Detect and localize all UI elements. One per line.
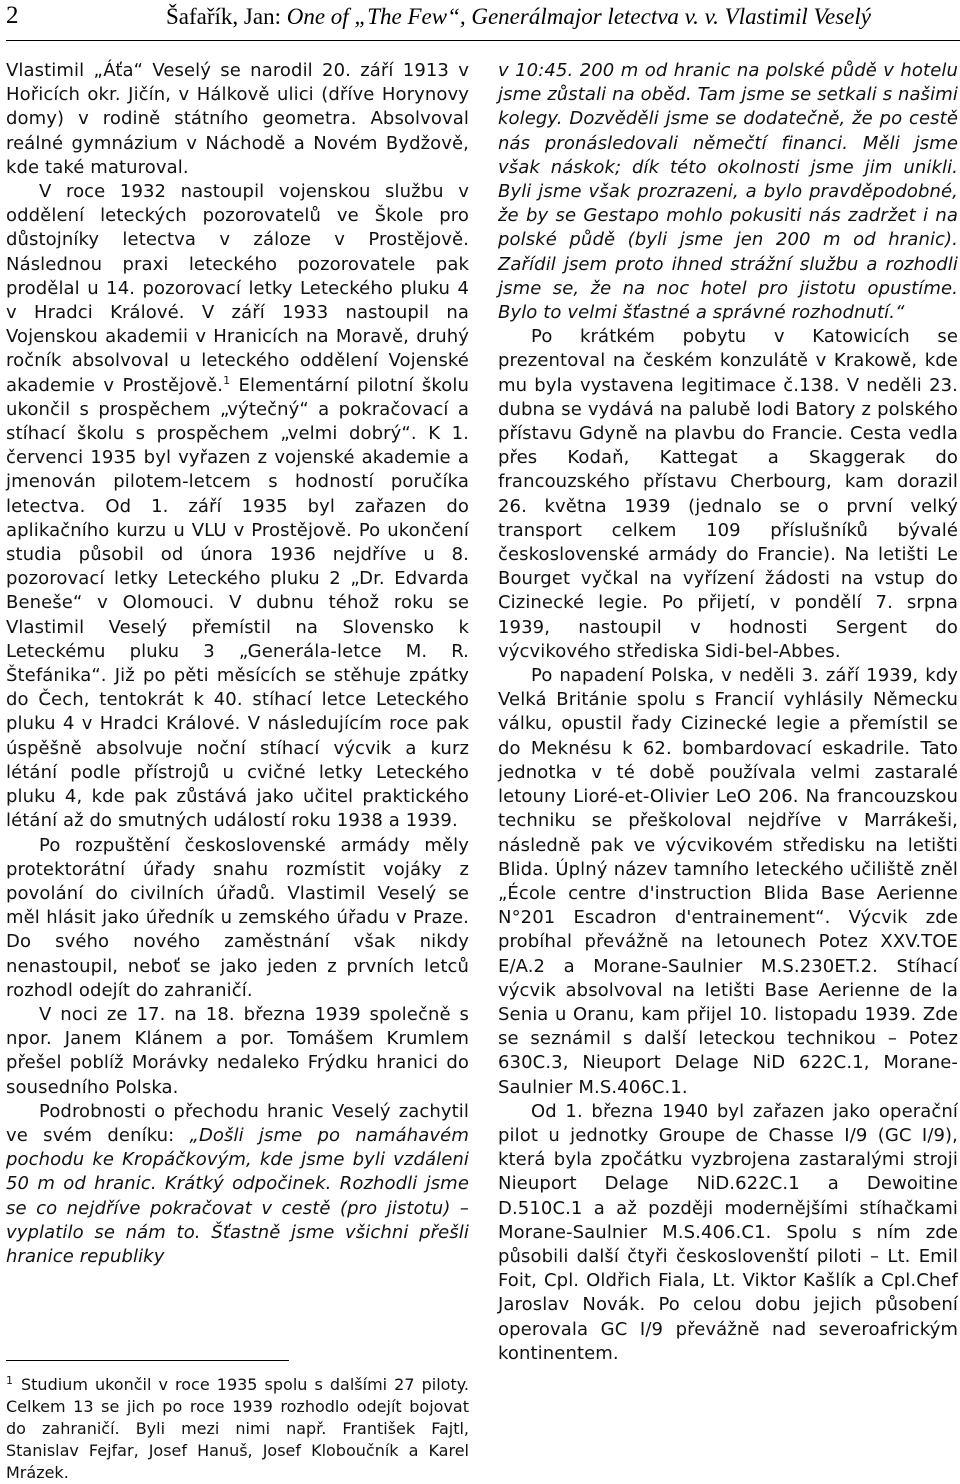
- footnote-reference[interactable]: 1: [223, 373, 231, 387]
- diary-quote: „Došli jsme po namáhavém pochodu ke Kropáčkovým, kde jsme byli vzdáleni 50 m od hranic. Krátký odpočinek. Rozhodli jsme se co nejdříve pokračovat v cestě (pro jistotu) – vyplatilo se nám to. Šťastně jsme všichni přešli hranice republiky: [6, 1124, 469, 1267]
- paragraph-protectorate: Po rozpuštění československé armády měly protektorátní úřady snahu rozmístit vojáky z povolání do civilních úřadů. Vlastimil Veselý se měl hlásit jako úředník u zemského úřadu v Praze. Do svého nového zaměstnání však nikdy nenastoupil, neboť se jako jeden z prvních letců rozhodl odejít do zahraničí.: [6, 834, 469, 1001]
- running-title: [166, 4, 871, 30]
- paragraph-military-training-part2: Elementární pilotní školu ukončil s prospěchem „výtečný“ a pokračovací a stíhací školu s prospěchem „velmi dobrý“. K 1. červenci 1935 byl vyřazen z vojenské akademie a jmenován pilotem-letcem s hodností poručíka letectva. Od 1. září 1935 byl zařazen do aplikačního kurzu u VLU v Prostějově. Po ukončení studia působil od února 1936 nejdříve u 8. pozorovací letky Leteckého pluku 2 „Dr. Edvarda Beneše“ v Olomouci. V dubnu téhož roku se Vlastimil Veselý přemístil na Slovensko k Leteckému pluku 3 „Generála-letce M. R. Štefánika“. Již po pěti měsících se stěhuje zpátky do Čech, tentokrát k 40. stíhací letce Leteckého pluku 4 v Hradci Králové. V následujícím roce pak úspěšně absolvuje noční stíhací výcvik a kurz létání podle přístrojů u cvičné letky Leteckého pluku 4, kde pak zůstává jako učitel praktického létání až do smutných událostí roku 1938 a 1939.: [6, 374, 469, 832]
- paragraph-military-training: [6, 180, 469, 833]
- running-title-work: One of „The Few“, Generálmajor letectva v. v. Vlastimil Veselý: [286, 4, 871, 29]
- paragraph-france: Po krátkém pobytu v Katowicích se prezentoval na českém konzulátě v Krakowě, kde mu byla vystavena legitimace č.138. V neděli 23. dubna se vydává na palubě lodi Batory z polského přístavu Gdyně na plavbu do Francie. Cesta vedla přes Kodaň, Kattegat a Skaggerak do francouzského přístavu Cherbourg, kam dorazil 26. května 1939 (jednalo se o první velký transport celkem 109 příslušníků bývalé československé armády do Francie). Na letišti Le Bourget vyčkal na vyřízení žádosti na vstup do Cizinecké legie. Po přijetí, v pondělí 7. srpna 1939, nastoupil v hodnosti Sergent do výcvikového střediska Sidi-bel-Abbes.: [498, 326, 958, 662]
- running-header: [6, 0, 956, 44]
- right-column: [498, 59, 958, 1366]
- footnote-mark: 1: [6, 1373, 13, 1387]
- paragraph-war-start: Po napadení Polska, v neděli 3. září 1939, kdy Velká Británie spolu s Francií vyhlásily Německu válku, opustil řady Cizinecké legie a přemístil se do Meknésu k 62. bombardovací eskadrile. Tato jednotka v té době používala velmi zastaralé letouny Lioré-et-Olivier LeO 206. Na francouzskou techniku se přeškoloval nejdříve v Marrákeši, následně pak ve výcvikovém středisku na letišti Blida. Úplný název tamního leteckého učiliště zněl „École centre d'instruction Blida Base Aerienne N°201 Escadron d'entrainement“. Výcvik zde probíhal převážně na letounech Potez XXV.TOE E/A.2 a Morane-Saulnier M.S.230ET.2. Stíhací výcvik absolvoval na letišti Base Aerienne de la Senia u Oranu, kam přijel 10. listopadu 1939. Zde se seznámil s další leteckou technikou – Potez 630C.3, Nieuport Delage NiD 622C.1, Morane-Saulnier M.S.406C.1.: [498, 665, 958, 1098]
- page-number: 2: [6, 2, 19, 29]
- footnote: [6, 1374, 469, 1484]
- footnote-text: Studium ukončil v roce 1935 spolu s dalšími 27 piloty. Celkem 13 se jich po roce 1939 rozhodlo odejít bojovat do zahraničí. Byli mezi nimi např. František Fajtl, Stanislav Fejfar, Josef Hanuš, Josef Kloboučník a Karel Mrázek.: [6, 1375, 469, 1482]
- paragraph-birth: Vlastimil „Áťa“ Veselý se narodil 20. září 1913 v Hořicích okr. Jičín, v Hálkově ulici (dříve Horynovy domy) v rodině státního geometra. Absolvoval reálné gymnázium v Náchodě a Novém Bydžově, kde také maturoval.: [6, 60, 469, 178]
- header-rule: [6, 40, 960, 41]
- paragraph-gc-i9: Od 1. března 1940 byl zařazen jako operační pilot u jednotky Groupe de Chasse I/9 (GC I/9), která byla zpočátku vyzbrojena zastaralými stroji Nieuport Delage NiD.622C.1 a Dewoitine D.510C.1 a až později modernějšími stíhačkami Morane-Saulnier M.S.406.C1. Spolu s ním zde působili další čtyři českoslovenští piloti – Lt. Emil Foit, Cpl. Oldřich Fiala, Lt. Viktor Kašlík a Cpl.Chef Jaroslav Novák. Po celou dobu jejich působení operovala GC I/9 převážně nad severoafrickým kontinentem.: [498, 1100, 958, 1364]
- footnote-separator: [6, 1360, 289, 1361]
- diary-intro: Podrobnosti o přechodu hranic Veselý zachytil ve svém deníku:: [6, 1100, 469, 1146]
- paragraph-diary: [6, 1100, 469, 1269]
- paragraph-military-training-part1: V roce 1932 nastoupil vojenskou službu v oddělení leteckých pozorovatelů ve Škole pro důstojníky letectva v záloze v Prostějově. Následnou praxi leteckého pozorovatele pak prodělal u 14. pozorovací letky Leteckého pluku 4 v Hradci Králové. V září 1933 nastoupil na Vojenskou akademii v Hranicích na Moravě, druhý ročník absolvoval u leteckého oddělení Vojenské akademie v Prostějově.: [6, 181, 469, 396]
- paragraph-escape: V noci ze 17. na 18. března 1939 společně s npor. Janem Klánem a por. Tomášem Krumlem přešel poblíž Morávky nedaleko Frýdku hranici do sousedního Polska.: [6, 1003, 469, 1098]
- left-column: [6, 59, 469, 1269]
- running-title-author: Šafařík, Jan:: [166, 4, 287, 29]
- diary-quote-continued: v 10:45. 200 m od hranic na polské půdě v hotelu jsme zůstali na oběd. Tam jsme se setkali s našimi kolegy. Dozvěděli jsme se dodatečně, že po cestě nás pronásledovali němečtí financi. Měli jsme však náskok; dík této okolnosti jsme jim unikli. Byli jsme však prozrazeni, a bylo pravděpodobné, že by se Gestapo mohlo pokusiti nás zadržet i na polské půdě (byli jsme jen 200 m od hranic). Zařídil jsem proto ihned strážní službu a rozhodli jsme se, že na noc hotel pro jistotu opustíme. Bylo to velmi šťastné a správné rozhodnutí.“: [498, 60, 958, 324]
